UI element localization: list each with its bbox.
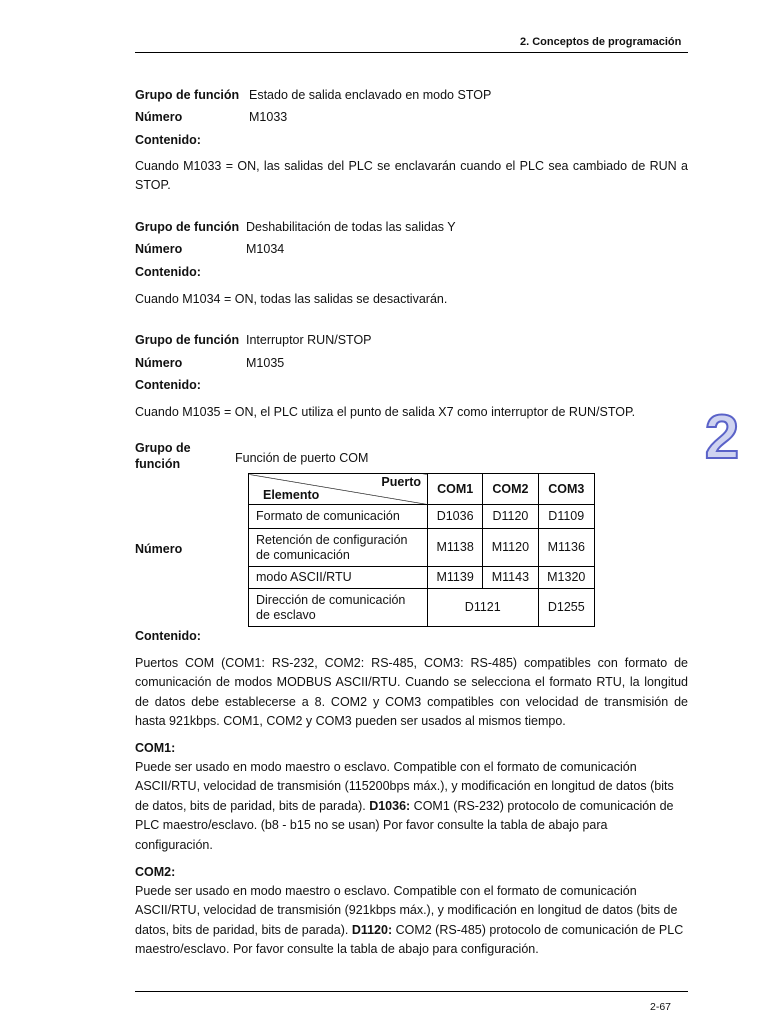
group-value: Deshabilitación de todas las salidas Y xyxy=(246,220,456,234)
page-number: 2-67 xyxy=(650,1001,672,1013)
com2-register: D1120: xyxy=(351,922,393,937)
group-value: Interruptor RUN/STOP xyxy=(246,333,372,347)
footer-rule xyxy=(135,991,688,992)
table-row xyxy=(249,567,595,589)
content-label: Contenido: xyxy=(135,265,201,279)
chapter-number: 2 xyxy=(704,403,740,472)
content-label: Contenido: xyxy=(135,629,201,643)
com1-heading: COM1: xyxy=(135,741,176,755)
com2-paragraph xyxy=(135,882,688,960)
group-label-line2: función xyxy=(135,456,181,471)
corner-header-cell xyxy=(249,474,428,505)
com1-register: D1036: xyxy=(369,798,411,813)
table-cell: D1120 xyxy=(483,505,538,529)
corner-header-element: Elemento xyxy=(263,488,320,502)
com1-paragraph xyxy=(135,758,688,855)
table-row xyxy=(249,589,595,627)
chapter-number-badge xyxy=(704,402,740,472)
row-label: Formato de comunicación xyxy=(249,505,428,529)
table-cell: M1136 xyxy=(538,529,594,567)
table-cell: D1036 xyxy=(428,505,483,529)
group-label-line1: Grupo de xyxy=(135,441,191,455)
row-label: Dirección de comunicación de esclavo xyxy=(249,589,428,627)
table-cell: M1320 xyxy=(538,567,594,589)
com2-text-after: COM2 (RS-485) protocolo de comunicación de PLC maestro/esclavo. Por favor consulte la tabla de abajo para configuración. xyxy=(135,922,684,957)
content-paragraph: Puertos COM (COM1: RS-232, COM2: RS-485, COM3: RS-485) compatibles con formato de comunicación de modos MODBUS ASCII/RTU. Cuando se selecciona el formato RTU, la longitud de datos debe establecerse a 8. COM2 y COM3 compatibles con velocidad de transmisión de hasta 921kbps. COM1, COM2 y COM3 pueden ser usados al mismos tiempo. xyxy=(135,656,688,729)
com2-text-before: Puede ser usado en modo maestro o esclavo. Compatible con el formato de comunicación ASCII/RTU, velocidad de transmisión (921kbps máx.), y modificación en longitud de datos (bits de datos, bits de paridad, bits de parada). xyxy=(135,884,678,937)
group-value: Estado de salida enclavado en modo STOP xyxy=(249,88,492,102)
content-paragraph: Cuando M1035 = ON, el PLC utiliza el punto de salida X7 como interruptor de RUN/STOP. xyxy=(135,405,636,419)
number-label: Número xyxy=(135,356,183,370)
group-value: Función de puerto COM xyxy=(235,451,369,465)
number-value: M1035 xyxy=(246,356,285,370)
group-label: Grupo de función xyxy=(135,333,240,347)
row-label: modo ASCII/RTU xyxy=(249,567,428,589)
table-cell: D1109 xyxy=(538,505,594,529)
group-label: Grupo de función xyxy=(135,220,240,234)
number-value: M1034 xyxy=(246,242,285,256)
table-row xyxy=(249,529,595,567)
corner-header-port: Puerto xyxy=(381,475,421,489)
content-paragraph: Cuando M1033 = ON, las salidas del PLC se enclavarán cuando el PLC sea cambiado de RUN a STOP. xyxy=(135,159,688,192)
content-paragraph: Cuando M1034 = ON, todas las salidas se desactivarán. xyxy=(135,292,448,306)
com1-text-before: Puede ser usado en modo maestro o esclavo. Compatible con el formato de comunicación ASCII/RTU, velocidad de transmisión (115200bps máx.), y modificación en longitud de datos (bits de datos, bits de paridad, bits de parada). xyxy=(135,760,674,813)
content-label: Contenido: xyxy=(135,378,201,392)
row-label: Retención de configuración de comunicación xyxy=(249,529,428,567)
column-header: COM1 xyxy=(428,474,483,505)
com1-text-after: COM1 (RS-232) protocolo de comunicación de PLC maestro/esclavo. (b8 - b15 no se usan) Por favor consulte la tabla de abajo para configuración. xyxy=(135,798,674,852)
column-header: COM3 xyxy=(538,474,594,505)
column-header: COM2 xyxy=(483,474,538,505)
table-cell: M1138 xyxy=(428,529,483,567)
table-row xyxy=(249,505,595,529)
header-rule xyxy=(135,52,688,53)
table-cell: D1255 xyxy=(538,589,594,627)
content-label: Contenido: xyxy=(135,133,201,147)
table-cell: M1120 xyxy=(483,529,538,567)
number-label: Número xyxy=(135,242,183,256)
section-header: 2. Conceptos de programación xyxy=(520,36,682,48)
table-cell-merged: D1121 xyxy=(428,589,539,627)
table-cell: M1139 xyxy=(428,567,483,589)
number-label: Número xyxy=(135,110,183,124)
com-port-table xyxy=(248,473,595,627)
table-header-row xyxy=(249,474,595,505)
group-label: Grupo de función xyxy=(135,88,240,102)
table-cell: M1143 xyxy=(483,567,538,589)
number-label: Número xyxy=(135,542,183,556)
number-value: M1033 xyxy=(249,110,288,124)
group-label-multiline xyxy=(135,441,191,472)
com2-heading: COM2: xyxy=(135,865,176,879)
